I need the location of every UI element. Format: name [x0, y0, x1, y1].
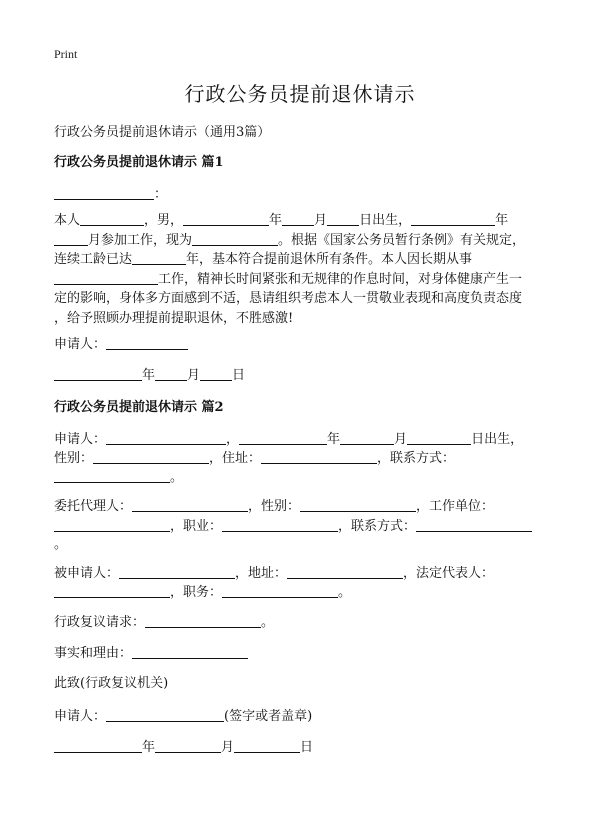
text: 。 [54, 537, 68, 552]
blank-field[interactable] [407, 431, 471, 445]
blank-field[interactable] [132, 252, 186, 265]
blank-field[interactable] [54, 584, 170, 598]
blank-field[interactable] [80, 213, 144, 226]
blank-field[interactable] [340, 431, 394, 445]
section2-heading: 行政公务员提前退休请示 篇2 [54, 400, 224, 415]
blank-field[interactable] [287, 565, 403, 579]
blank-field[interactable] [183, 213, 269, 226]
blank-field[interactable] [119, 565, 235, 579]
blank-field[interactable] [261, 450, 377, 464]
text: ，地址： [235, 566, 288, 581]
blank-field[interactable] [239, 431, 327, 445]
text: 年 [269, 213, 283, 228]
text: ，职务： [170, 585, 223, 600]
text: 日出生， [471, 432, 524, 447]
applicant-details-row [54, 447, 455, 466]
facts-row [54, 642, 248, 661]
agent-details-row [54, 515, 532, 534]
text: 被申请人： [54, 566, 120, 581]
text: 月 [394, 432, 408, 447]
text: 月参加工作，现为 [88, 232, 193, 248]
text: 。 [170, 470, 184, 485]
text: 年 [142, 368, 156, 383]
blank-field[interactable] [93, 450, 209, 464]
text: ，给予照顾办理提前提职退休，不胜感激! [54, 310, 294, 326]
blank-field[interactable] [222, 518, 338, 532]
text: ，工作单位： [416, 499, 495, 514]
text: 申请人： [54, 709, 107, 724]
text: ，联系方式： [338, 519, 417, 534]
text: 日出生， [359, 213, 412, 228]
sign-row [54, 705, 312, 724]
section1-body [54, 211, 546, 328]
text: 委托代理人： [54, 499, 133, 514]
blank-field[interactable] [54, 518, 170, 532]
text: 。 [338, 585, 352, 600]
blank-field[interactable] [155, 739, 221, 753]
blank-field[interactable] [54, 367, 142, 381]
text: ，性别： [248, 499, 301, 514]
blank-field[interactable] [54, 469, 170, 483]
agent-row [54, 495, 494, 514]
blank-field[interactable] [106, 431, 226, 445]
text: 行政复议请求： [54, 615, 146, 630]
text: 申请人： [54, 432, 107, 447]
text: 月 [221, 740, 235, 755]
blank-field[interactable] [54, 233, 88, 246]
document-title: 行政公务员提前退休请示 [184, 82, 416, 106]
section1-heading: 行政公务员提前退休请示 篇1 [54, 155, 224, 170]
blank-field[interactable] [106, 708, 224, 722]
text: 申请人： [54, 337, 107, 352]
blank-field[interactable] [132, 645, 248, 659]
section1-date-line [54, 364, 245, 383]
text: 月 [314, 213, 328, 228]
text: 日 [232, 368, 246, 383]
respondent-row [54, 562, 494, 581]
text: 。 [261, 615, 275, 630]
blank-field[interactable] [54, 272, 158, 285]
salutation-line [54, 183, 167, 202]
blank-field[interactable] [132, 498, 248, 512]
blank-field[interactable] [145, 614, 261, 628]
section2-date-line [54, 736, 313, 755]
text: 事实和理由： [54, 646, 133, 661]
print-link[interactable]: Print [54, 47, 78, 61]
text: 年 [495, 213, 509, 228]
blank-field[interactable] [234, 739, 300, 753]
blank-field[interactable] [416, 518, 532, 532]
text: (签字或者盖章) [224, 709, 313, 724]
section1-applicant-line [54, 333, 188, 352]
text: 年 [327, 432, 341, 447]
text: 。根据《国家公务员暂行条例》有关规定， [278, 232, 526, 248]
blank-field[interactable] [192, 233, 278, 246]
addressee-line: 此致(行政复议机关) [54, 676, 169, 691]
blank-field[interactable] [222, 584, 338, 598]
blank-field[interactable] [54, 186, 154, 200]
text: ，联系方式： [377, 451, 456, 466]
text: 本人 [54, 213, 81, 228]
text: 年 [142, 740, 156, 755]
text: ，男， [144, 213, 184, 228]
respondent-details-row [54, 581, 351, 600]
applicant-contact-row [54, 466, 183, 485]
review-request-row [54, 611, 274, 630]
text: 工作，精神长时间紧张和无规律的作息时间，对身体健康产生一 [158, 271, 523, 287]
applicant-row [54, 428, 523, 447]
text: 定的影响，身体多方面感到不适，恳请组织考虑本人一贯敬业表现和高度负责态度 [54, 291, 523, 306]
blank-field[interactable] [155, 367, 187, 381]
text: ，职业： [170, 519, 223, 534]
text: ： [154, 187, 168, 202]
agent-end-row [54, 533, 67, 552]
document-subtitle: 行政公务员提前退休请示（通用3篇） [54, 125, 271, 140]
text: 连续工龄已达 [54, 252, 133, 267]
text: 日 [300, 740, 314, 755]
blank-field[interactable] [200, 367, 232, 381]
text: 月 [187, 368, 201, 383]
text: 性别： [54, 451, 94, 466]
blank-field[interactable] [300, 498, 416, 512]
blank-field[interactable] [327, 213, 359, 226]
blank-field[interactable] [106, 336, 188, 350]
text: 年，基本符合提前退休所有条件。本人因长期从事 [186, 252, 473, 267]
blank-field[interactable] [54, 739, 142, 753]
text: ，法定代表人： [403, 566, 495, 581]
text: ，住址： [209, 451, 262, 466]
text: ， [226, 432, 240, 447]
blank-field[interactable] [411, 213, 495, 226]
blank-field[interactable] [282, 213, 314, 226]
